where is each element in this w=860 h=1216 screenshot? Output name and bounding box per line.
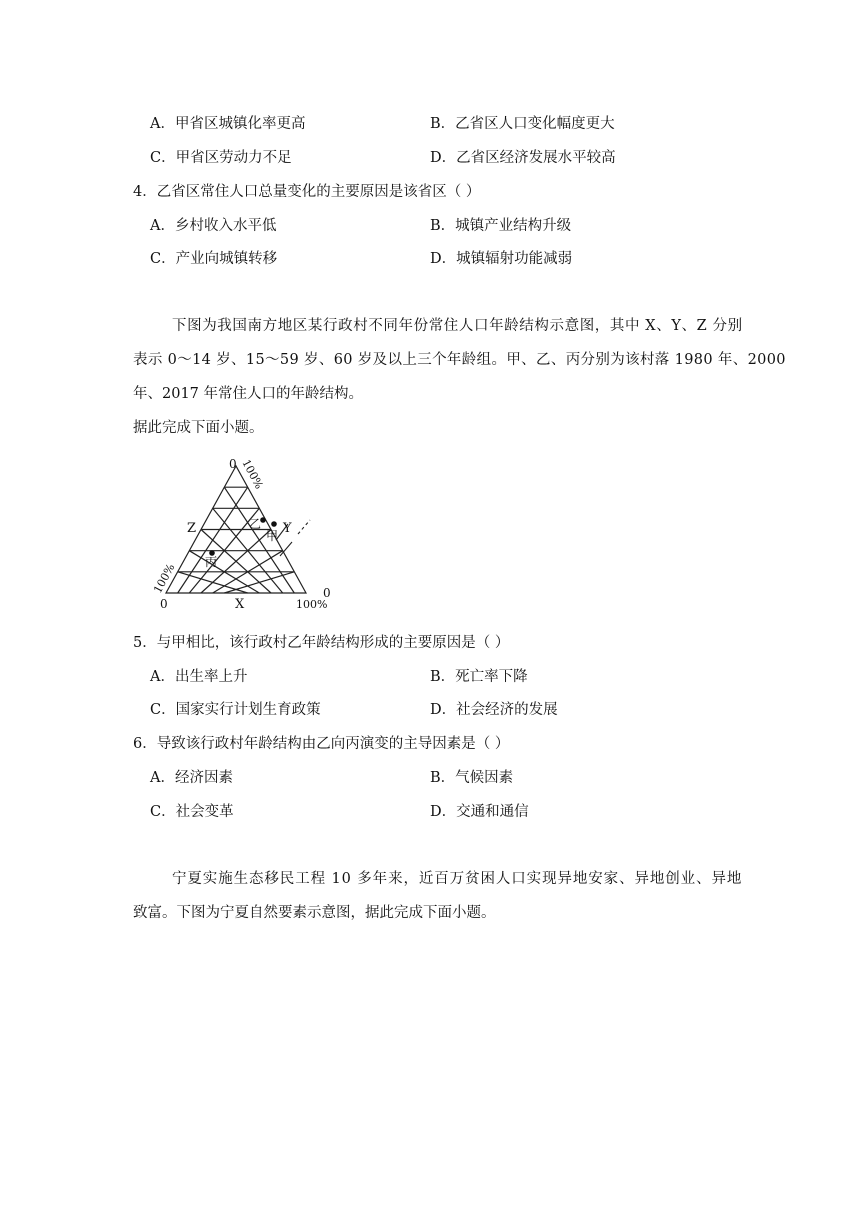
label-axis-z: Z — [187, 521, 197, 536]
q5-option-d: D．社会经济的发展 — [430, 702, 558, 718]
label-top-zero: 0 — [229, 457, 237, 471]
passage2-line2: 表示 0～14 岁、15～59 岁、60 岁及以上三个年龄组。甲、乙、丙分别为该村落 1980 年、2000 — [133, 352, 786, 368]
q3-option-d: D．乙省区经济发展水平较高 — [430, 150, 616, 166]
label-right-zero: 0 — [323, 586, 331, 600]
label-bottom-right-hundred: 100% — [296, 598, 328, 611]
label-top-hundred: 100% — [239, 457, 266, 492]
q4-option-d: D．城镇辐射功能减弱 — [430, 251, 573, 267]
q3-option-c: C．甲省区劳动力不足 — [150, 150, 292, 166]
q3-option-b: B．乙省区人口变化幅度更大 — [430, 116, 615, 132]
ternary-age-diagram — [148, 448, 348, 618]
passage2-instruction: 据此完成下面小题。 — [133, 420, 264, 436]
q6-stem: 6．导致该行政村年龄结构由乙向丙演变的主导因素是（ ） — [133, 736, 510, 752]
point-yi-marker — [260, 517, 266, 523]
q6-option-d: D．交通和通信 — [430, 804, 529, 820]
q4-option-a: A．乡村收入水平低 — [150, 218, 277, 234]
label-axis-y: Y — [283, 521, 292, 536]
point-yi-label: 乙 — [249, 517, 262, 531]
q4-stem: 4．乙省区常住人口总量变化的主要原因是该省区（ ） — [133, 184, 481, 200]
q6-option-b: B．气候因素 — [430, 770, 514, 786]
label-bottom-left-zero: 0 — [160, 597, 168, 611]
passage3-line2: 致富。下图为宁夏自然要素示意图，据此完成下面小题。 — [133, 905, 496, 921]
q3-option-a: A．甲省区城镇化率更高 — [150, 116, 306, 132]
q5-stem: 5．与甲相比，该行政村乙年龄结构形成的主要原因是（ ） — [133, 635, 510, 651]
passage2-line1: 下图为我国南方地区某行政村不同年份常住人口年龄结构示意图，其中 X、Y、Z 分别 — [172, 318, 743, 334]
q5-option-c: C．国家实行计划生育政策 — [150, 702, 321, 718]
label-axis-x: X — [235, 597, 245, 612]
point-jia-label: 甲 — [266, 529, 279, 543]
q6-option-c: C．社会变革 — [150, 804, 234, 820]
q5-option-b: B．死亡率下降 — [430, 669, 528, 685]
q6-option-a: A．经济因素 — [150, 770, 233, 786]
passage2-line3: 年、2017 年常住人口的年龄结构。 — [133, 386, 364, 402]
q4-option-c: C．产业向城镇转移 — [150, 251, 278, 267]
point-bing-label: 丙 — [205, 555, 218, 569]
q4-option-b: B．城镇产业结构升级 — [430, 218, 572, 234]
point-jia-marker — [271, 521, 277, 527]
q5-option-a: A．出生率上升 — [150, 669, 248, 685]
passage3-line1: 宁夏实施生态移民工程 10 多年来，近百万贫困人口实现异地安家、异地创业、异地 — [172, 871, 743, 887]
label-left-hundred: 100% — [151, 561, 178, 596]
